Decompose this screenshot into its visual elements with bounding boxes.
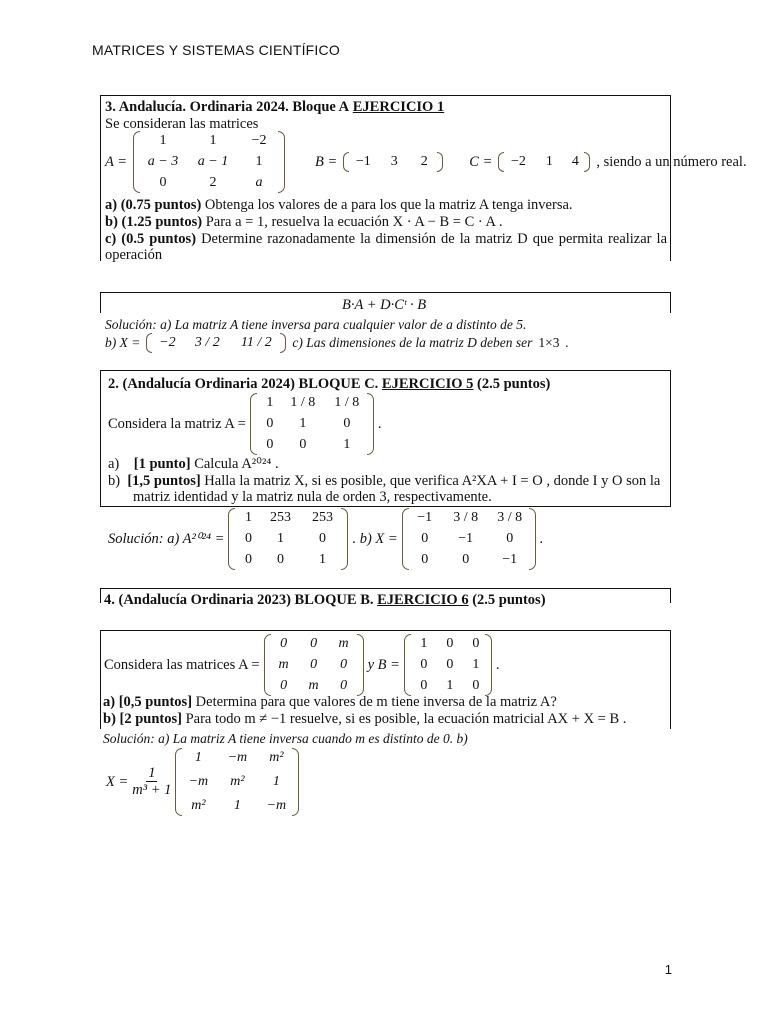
solution-c-text: c) Las dimensiones de la matriz D deben ser [292, 335, 533, 350]
matrix-cell: 0 [310, 657, 318, 672]
matrix-cell: 0 [340, 657, 348, 672]
matrix-cell: 1 [318, 552, 326, 567]
matrix-cell: 3 [390, 154, 398, 169]
matrix-cell: −m [188, 774, 209, 789]
question-b-label: b) [108, 473, 121, 489]
matrix-c-label: C = [469, 154, 493, 170]
exercise-3-question-c-cont: operación [105, 247, 163, 263]
exercise-4-matrix-a [264, 634, 364, 696]
matrix-cell: 0 [343, 416, 351, 431]
matrix-cell: 2 [209, 175, 217, 190]
exercise-4-matrices [104, 634, 500, 696]
solution-x-matrix [175, 748, 299, 816]
matrix-cell: 0 [472, 636, 480, 651]
question-b-text: Para todo m ≠ −1 resuelve, si es posible, la ecuación matricial AX + X = B . [185, 711, 627, 727]
exercise-3-matrices-tail: , siendo a un número real. [596, 154, 747, 170]
question-a-points: [1 punto] [133, 456, 191, 472]
matrix-cell: −m [266, 798, 287, 813]
matrix-cell: m [338, 636, 349, 651]
matrix-cell: 0 [244, 531, 252, 546]
matrix-cell: 0 [446, 636, 454, 651]
matrix-cell: 253 [311, 510, 333, 525]
matrix-cell: 1 [545, 154, 553, 169]
matrix-cell: 0 [266, 437, 274, 452]
matrix-b [343, 152, 443, 172]
matrix-cell: 1 [194, 750, 202, 765]
matrix-cell: m [278, 657, 289, 672]
matrix-cell: 0 [420, 657, 428, 672]
exercise-3-matrices [105, 131, 747, 193]
matrix-a [133, 131, 285, 193]
exercise-4-matrix-b-grid [411, 634, 485, 696]
solution-b-matrix [402, 508, 536, 570]
exercise-3-title-link: EJERCICIO 1 [352, 99, 445, 115]
matrix-cell: 1 / 8 [334, 395, 360, 410]
matrix-cell: 0 [340, 678, 348, 693]
solution-b-matrix [146, 333, 286, 353]
matrix-cell: m² [191, 798, 206, 813]
exercise-4-and: y B = [367, 657, 400, 673]
solution-x-grid [182, 748, 292, 816]
matrix-cell: −1 [355, 154, 371, 169]
exercise-2-matrix-a [250, 393, 374, 455]
exercise-3-question-a [105, 196, 573, 214]
exercise-2-solution [108, 508, 543, 570]
exercise-3-title-text: 3. Andalucía. Ordinaria 2024. Bloque A [105, 99, 350, 115]
matrix-a-grid [140, 131, 278, 193]
matrix-cell: 1 [276, 531, 284, 546]
exercise-3-title [105, 98, 444, 116]
document-header: MATRICES Y SISTEMAS CIENTÍFICO [92, 42, 340, 58]
exercise-2-title-text: 2. (Andalucía Ordinaria 2024) BLOQUE C. [108, 376, 379, 392]
matrix-cell: 1 / 8 [290, 395, 316, 410]
solution-x-fraction [132, 766, 171, 798]
matrix-cell: 1 [446, 678, 454, 693]
matrix-cell: 3 / 2 [194, 335, 220, 350]
exercise-4-title-link: EJERCICIO 6 [377, 592, 469, 608]
matrix-cell: a [255, 175, 263, 190]
matrix-cell: −1 [502, 552, 518, 567]
question-b-text: Para a = 1, resuelva la ecuación X · A − B = C · A . [205, 214, 503, 230]
matrix-cell: 0 [318, 531, 326, 546]
exercise-4-title-text: 4. (Andalucía Ordinaria 2023) BLOQUE B. [104, 592, 374, 608]
matrix-cell: 1 [272, 774, 280, 789]
exercise-3-intro: Se consideran las matrices [105, 116, 259, 132]
matrix-cell: m² [269, 750, 284, 765]
matrix-cell: 0 [421, 531, 429, 546]
exercise-3-solution-bc [105, 333, 569, 353]
question-b-text: Halla la matriz X, si es posible, que verifica A²XA + I = O , donde I y O son la [204, 473, 661, 489]
question-a-text: Determina para que valores de m tiene inversa de la matriz A? [195, 694, 557, 710]
exercise-2-matrix-a-grid [257, 393, 367, 455]
exercise-4-matrix-b [404, 634, 492, 696]
exercise-4-title-points: (2.5 puntos) [472, 592, 546, 608]
matrix-cell: 0 [276, 552, 284, 567]
question-b-points: b) [2 puntos] [103, 711, 182, 727]
page-number: 1 [664, 962, 672, 977]
matrix-cell: 1 [255, 154, 263, 169]
exercise-2-title-link: EJERCICIO 5 [381, 376, 474, 392]
matrix-cell: 253 [269, 510, 291, 525]
matrix-cell: 0 [420, 678, 428, 693]
exercise-4-question-a [103, 693, 557, 711]
matrix-cell: a − 3 [147, 154, 179, 169]
matrix-cell: 0 [244, 552, 252, 567]
question-b-points: b) (1.25 puntos) [105, 214, 203, 230]
matrix-cell: 0 [159, 175, 167, 190]
exercise-2-matrix-period: . [377, 416, 382, 432]
solution-b-prefix: . b) X = [352, 531, 398, 547]
question-b-points: [1,5 puntos] [127, 473, 201, 489]
solution-a-matrix [228, 508, 348, 570]
matrix-cell: −1 [458, 531, 474, 546]
matrix-cell: m² [230, 774, 245, 789]
matrix-cell: −2 [251, 133, 267, 148]
matrix-cell: 0 [310, 636, 318, 651]
matrix-cell: 1 [244, 510, 252, 525]
matrix-cell: −2 [159, 335, 176, 350]
matrix-cell: 3 / 8 [497, 510, 523, 525]
matrix-cell: 4 [571, 154, 579, 169]
exercise-2-title-points: (2.5 puntos) [477, 376, 551, 392]
exercise-4-matrix-a-grid [271, 634, 357, 696]
matrix-cell: 1 [299, 416, 307, 431]
matrix-cell: 11 / 2 [240, 335, 272, 350]
exercise-4-title [104, 591, 546, 609]
question-a-points: a) [0,5 puntos] [103, 694, 193, 710]
exercise-3-operation: B·A + D·Cᵗ · B [342, 297, 427, 313]
question-c-points: c) (0.5 puntos) [105, 231, 197, 247]
solution-c-dimension: 1×3 [538, 335, 560, 350]
matrix-cell: 0 [421, 552, 429, 567]
matrix-c [498, 152, 590, 172]
exercise-4-matrices-period: . [495, 657, 500, 673]
solution-c-end: . [565, 335, 569, 350]
matrix-cell: 1 [472, 657, 480, 672]
matrix-cell: 0 [266, 416, 274, 431]
matrix-cell: 1 [266, 395, 274, 410]
exercise-2-matrix-row [108, 393, 381, 455]
question-a-points: a) (0.75 puntos) [105, 197, 202, 213]
solution-a-prefix: Solución: a) A²⁰²⁴ = [108, 531, 225, 547]
matrix-cell: 3 / 8 [453, 510, 479, 525]
fraction-denominator: m³ + 1 [132, 782, 172, 798]
matrix-cell: 1 [209, 133, 217, 148]
matrix-cell: 0 [472, 678, 480, 693]
matrix-cell: −m [227, 750, 248, 765]
matrix-cell: a − 1 [197, 154, 229, 169]
matrix-cell: −2 [510, 154, 526, 169]
exercise-4-solution-x [106, 748, 299, 816]
matrix-c-grid [504, 152, 584, 172]
matrix-cell: 1 [159, 133, 167, 148]
matrix-cell: 0 [462, 552, 470, 567]
exercise-2-title [108, 375, 550, 393]
matrix-cell: 0 [446, 657, 454, 672]
question-a-text: Obtenga los valores de a para los que la matriz A tenga inversa. [204, 197, 573, 213]
exercise-4-solution: Solución: a) La matriz A tiene inversa cuando m es distinto de 0. b) [103, 731, 468, 746]
matrix-cell: 1 [343, 437, 351, 452]
exercise-2-question-b-cont: matriz identidad y la matriz nula de orden 3, respectivamente. [133, 489, 492, 505]
matrix-cell: 0 [280, 678, 288, 693]
exercise-3-question-c [105, 230, 667, 248]
question-a-label: a) [108, 456, 120, 472]
matrix-cell: 1 [420, 636, 428, 651]
exercise-3-solution-a: Solución: a) La matriz A tiene inversa para cualquier valor de a distinto de 5. [105, 317, 527, 332]
matrix-cell: 0 [506, 531, 514, 546]
fraction-numerator: 1 [148, 765, 156, 781]
exercise-2-question-a [108, 455, 279, 473]
matrix-cell: −1 [417, 510, 433, 525]
solution-b-grid [409, 508, 529, 570]
exercise-4-consider: Considera las matrices A = [104, 657, 260, 673]
exercise-2-consider: Considera la matriz A = [108, 416, 246, 432]
solution-b-grid [152, 333, 280, 353]
matrix-a-label: A = [105, 154, 128, 170]
matrix-cell: 1 [233, 798, 241, 813]
exercise-3-question-b [105, 213, 502, 231]
question-c-text: Determine razonadamente la dimensión de la matriz D que permita realizar la [201, 231, 668, 247]
solution-end: . [539, 531, 544, 547]
matrix-cell: 0 [280, 636, 288, 651]
solution-b-prefix: b) X = [105, 335, 141, 350]
matrix-cell: 2 [420, 154, 428, 169]
matrix-cell: 0 [299, 437, 307, 452]
matrix-b-grid [349, 152, 437, 172]
matrix-cell: m [308, 678, 319, 693]
question-a-text: Calcula A²⁰²⁴ . [194, 456, 279, 472]
solution-x-label: X = [106, 774, 129, 790]
matrix-b-label: B = [315, 154, 338, 170]
exercise-4-question-b [103, 710, 626, 728]
solution-a-grid [235, 508, 341, 570]
